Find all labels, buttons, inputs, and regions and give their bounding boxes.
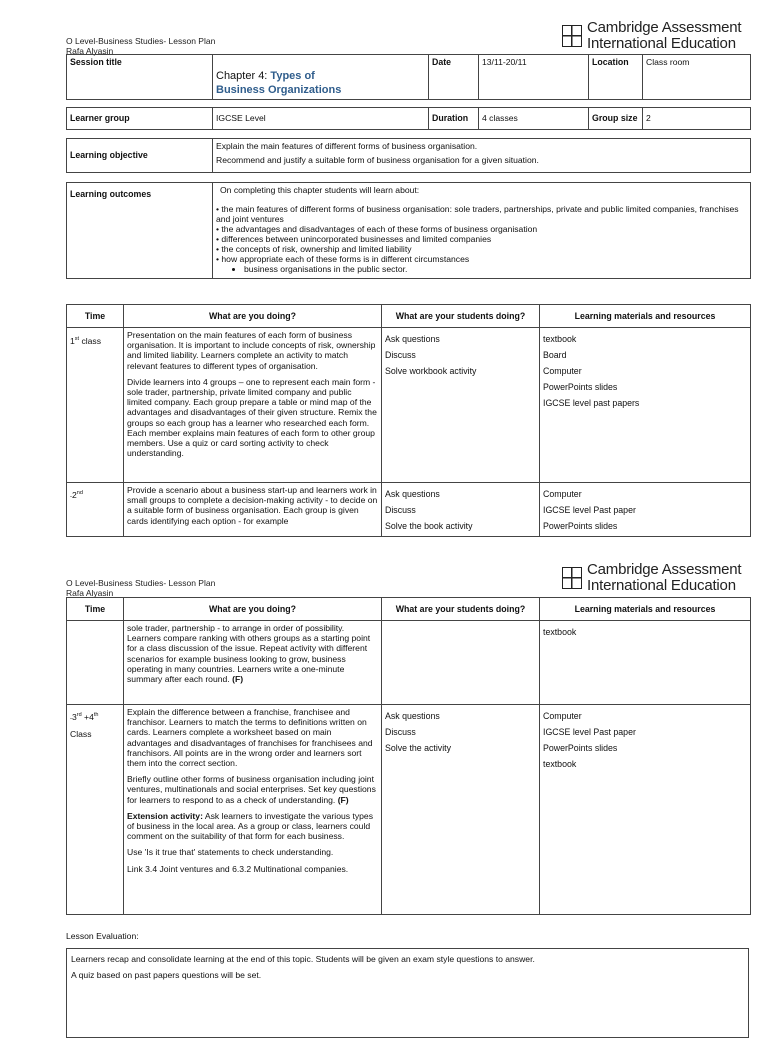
cambridge-logo [562,20,741,52]
students-cell [382,328,540,483]
time-number: 3 [72,711,77,722]
material-item: IGCSE level Past paper [543,505,636,515]
evaluation-box [66,948,749,1038]
learner-group-label: Learner group [67,108,213,130]
time-cell [67,483,124,537]
objective-2: Recommend and justify a suitable form of business organisation for a given situation. [216,155,539,166]
outcome-item: • business organisations in the public sector. [244,264,747,274]
learner-group-table [66,107,751,130]
time-ordinal: rd [76,712,82,718]
doing-header: What are you doing? [124,598,382,621]
logo-line-2: International Education [587,35,736,52]
activity-paragraph: Explain the difference between a franchise, franchisee and franchisor. Learners to match the terms to definitions written on cards. Learners complete a worksheet based on main advantages and disadvantages of franchises for franchisees and franchisors. All points are in the wrong order and learners sort them into the correct section. [127,707,373,769]
material-item: Computer [543,489,582,499]
doc-header [66,36,215,56]
duration-label: Duration [429,108,479,130]
material-item: PowerPoints slides [543,521,618,531]
time-joiner: + [81,711,90,722]
student-task: Solve workbook activity [385,366,477,376]
time-suffix: class [79,335,102,346]
group-size-value: 2 [643,108,751,130]
chapter-title [213,55,429,100]
outcomes-label: Learning outcomes [67,183,213,279]
material-item: textbook [543,334,577,344]
material-item: textbook [543,759,577,769]
student-task: Discuss [385,350,416,360]
student-task: Solve the activity [385,743,452,753]
doing-header: What are you doing? [124,305,382,328]
objective-1: Explain the main features of different forms of business organisation. [216,141,478,151]
doing-cell [124,483,382,537]
activity-paragraph: sole trader, partnership - to arrange in order of possibility. Learners compare ranking with others groups as a starting point for a class discussion of the issue. Repeat activity with different scenarios for example business looking to grow, business operating in many countries. Learners write a one-minute summary after each round. [127,623,371,685]
outcomes-text [213,183,751,279]
materials-header: Learning materials and resources [540,305,751,328]
students-cell [382,705,540,915]
student-task: Discuss [385,727,416,737]
session-table [66,54,751,100]
duration-value: 4 classes [479,108,589,130]
time-ordinal: th [93,712,99,718]
activity-paragraph: Briefly outline other forms of business organisation including joint ventures, multinationals and social enterprises. Set key questions for learners to respond to as a check of understanding. [127,774,376,805]
material-item: IGCSE level past papers [543,398,640,408]
evaluation-label: Lesson Evaluation: [66,931,139,941]
material-item: Computer [543,366,582,376]
materials-cell [540,328,751,483]
evaluation-line: A quiz based on past papers questions will be set. [71,970,262,980]
outcomes-table [66,182,751,279]
time-ordinal: st [74,336,80,342]
location-label: Location [589,55,643,100]
time-cell [67,621,124,705]
group-size-label: Group size [589,108,643,130]
doing-cell [124,621,382,705]
time-prefix: - [70,493,72,500]
evaluation-line: Learners recap and consolidate learning at the end of this topic. Students will be given an exam style questions to answer. [71,954,535,964]
outcomes-intro: On completing this chapter students will learn about: [220,185,420,195]
materials-cell [540,705,751,915]
logo-line-1: Cambridge Assessment [587,561,742,578]
student-task: Solve the book activity [385,521,473,531]
crest-icon [562,567,582,589]
extension-label: Extension activity: [127,810,203,821]
students-header: What are your students doing? [382,598,540,621]
chapter-prefix: Chapter 4: [216,70,271,82]
material-item: Computer [543,711,582,721]
author-name: Rafa Alyasin [66,46,114,56]
student-task: Ask questions [385,334,440,344]
chapter-title-b: Business Organizations [216,84,342,96]
course-title: O Level-Business Studies- Lesson Plan [66,578,216,588]
outcome-item: • the advantages and disadvantages of each of these forms of business organisation [216,224,538,234]
outcome-item: • how appropriate each of these forms is in different circumstances [216,254,470,264]
time-number: 2 [72,489,77,500]
student-task: Discuss [385,505,416,515]
students-header: What are your students doing? [382,305,540,328]
doing-cell [124,705,382,915]
course-title: O Level-Business Studies- Lesson Plan [66,36,216,46]
time-cell [67,328,124,483]
outcome-item: • differences between unincorporated businesses and limited companies [216,234,492,244]
session-title-label: Session title [67,55,213,100]
activity-paragraph: Link 3.4 Joint ventures and 6.3.2 Multinational companies. [127,863,349,874]
objective-text [213,139,751,173]
activity-paragraph: Provide a scenario about a business start-up and learners work in small groups to complete a decision-making activity - to decide on a suitable form of business organisation. Each group is given cards identifying each option - for example [127,485,378,526]
time-header: Time [67,598,124,621]
learner-group-value: IGCSE Level [213,108,429,130]
students-cell [382,483,540,537]
students-cell [382,621,540,705]
material-item: IGCSE level Past paper [543,727,636,737]
location-value: Class room [643,55,751,100]
doing-cell [124,328,382,483]
chapter-title-a: Types of [270,70,315,82]
time-prefix: - [70,715,72,722]
objective-label: Learning objective [67,139,213,173]
author-name: Rafa Alyasin [66,588,114,598]
outcome-item: • the main features of different forms of business organisation: sole traders, partnerships, private and public limited companies, franchises and joint ventures [216,204,739,224]
objective-table [66,138,751,173]
plan-table-1 [66,304,751,537]
material-item: PowerPoints slides [543,382,618,392]
plan-table-2 [66,597,751,915]
time-number: 1 [70,335,75,346]
formative-marker: (F) [232,674,244,685]
student-task: Ask questions [385,489,440,499]
logo-line-2: International Education [587,577,736,594]
material-item: PowerPoints slides [543,743,618,753]
activity-paragraph: Use 'Is it true that' statements to check understanding. [127,847,334,858]
cambridge-logo [562,562,741,594]
time-number: 4 [89,711,94,722]
material-item: textbook [543,627,577,637]
activity-paragraph: Ask learners to investigate the various types of business in the local area. As a group or class, learners could comment on the suitability of that form for each business. [127,810,373,842]
activity-paragraph: Presentation on the main features of each form of business organisation. It is important to include concepts of risk, ownership and limited liability. Learners complete an activity to match relevant features to different types of organisation. [127,330,376,371]
materials-cell [540,621,751,705]
date-label: Date [429,55,479,100]
materials-cell [540,483,751,537]
formative-marker: (F) [337,794,349,805]
material-item: Board [543,350,567,360]
student-task: Ask questions [385,711,440,721]
outcome-item: • the concepts of risk, ownership and limited liability [216,244,412,254]
time-suffix: Class [70,729,92,740]
time-cell [67,705,124,915]
time-ordinal: nd [76,490,83,496]
doc-header [66,578,215,598]
time-header: Time [67,305,124,328]
activity-paragraph: Divide learners into 4 groups – one to represent each main form - sole trader, partnership, private limited company and public limited company. Each group prepare a table or mind map of the advantages and disadvantages of their given structure. Remix the groups so each group has a learner who researched each form. Each member explains main features of each form to other group members. Use a quiz or card sorting activity to check understanding. [127,376,377,459]
crest-icon [562,25,582,47]
materials-header: Learning materials and resources [540,598,751,621]
date-value: 13/11-20/11 [479,55,589,100]
logo-line-1: Cambridge Assessment [587,19,742,36]
